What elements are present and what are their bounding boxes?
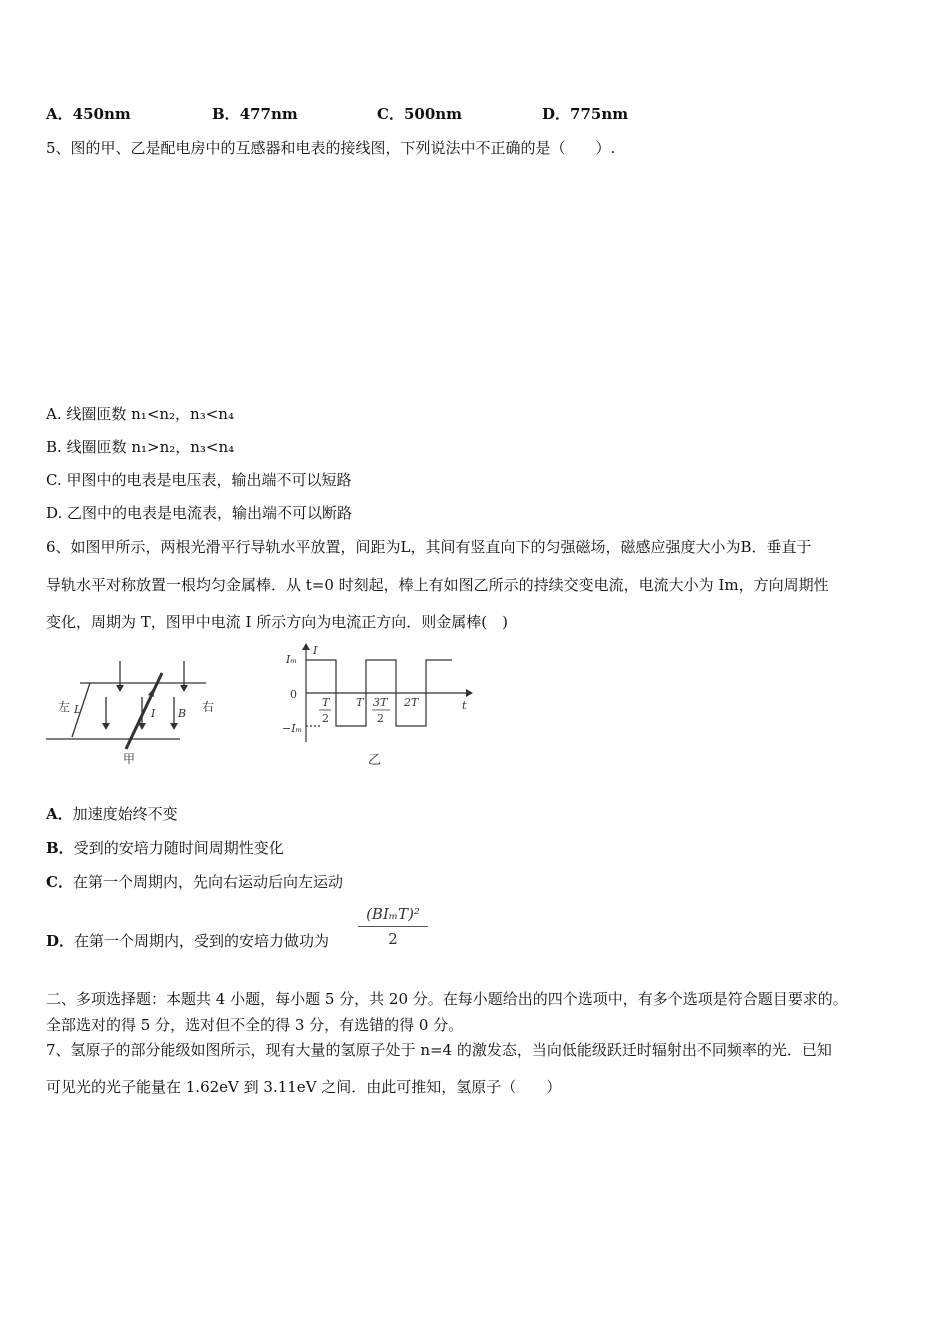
- q5-stem: 5、图的甲、乙是配电房中的互感器和电表的接线图，下列说法中不正确的是（ ）.: [46, 139, 616, 157]
- formula-denominator: 2: [388, 930, 398, 948]
- yi-3T-den: 2: [377, 712, 384, 725]
- yi-3T-num: 3T: [373, 696, 388, 709]
- q6-option-b: B．受到的安培力随时间周期性变化: [46, 839, 284, 857]
- q6-stem-line-3: 变化，周期为 T，图甲中电流 I 所示方向为电流正方向．则金属棒( ): [46, 613, 508, 631]
- section2-line-2: 全部选对的得 5 分，选对但不全的得 3 分，有选错的得 0 分。: [46, 1016, 464, 1034]
- jia-L-label: L: [74, 703, 82, 716]
- q5-option-d: D. 乙图中的电表是电流表，输出端不可以断路: [46, 504, 353, 522]
- jia-I-label: I: [151, 707, 156, 720]
- yi-zero-label: 0: [290, 688, 297, 701]
- jia-right-label: 右: [202, 700, 215, 714]
- jia-left-label: 左: [58, 700, 71, 714]
- section2-line-1: 二、多项选择题：本题共 4 小题，每小题 5 分，共 20 分。在每小题给出的四个选项中，有多个选项是符合题目要求的。: [46, 990, 848, 1008]
- yi-half-T-den: 2: [322, 712, 329, 725]
- yi-neg-Im-label: −Iₘ: [282, 722, 303, 735]
- yi-half-T-num: T: [322, 696, 330, 709]
- q5-option-a: A. 线圈匝数 n₁<n₂，n₃<n₄: [46, 405, 234, 423]
- yi-Im-label: Iₘ: [286, 653, 298, 666]
- q6-option-c: C．在第一个周期内，先向右运动后向左运动: [46, 873, 343, 891]
- q5-option-c: C. 甲图中的电表是电压表，输出端不可以短路: [46, 471, 352, 489]
- q6-option-d: D．在第一个周期内，受到的安培力做功为: [46, 932, 330, 950]
- q6-stem-line-2: 导轨水平对称放置一根均匀金属棒．从 t=0 时刻起，棒上有如图乙所示的持续交变电流，电流大小为 Im，方向周期性: [46, 576, 829, 594]
- yi-caption: 乙: [368, 753, 382, 768]
- yi-2T-label: 2T: [404, 696, 419, 709]
- figure-yi: [280, 642, 480, 772]
- q7-stem-line-2: 可见光的光子能量在 1.62eV 到 3.11eV 之间．由此可推知，氢原子（ ）: [46, 1078, 562, 1096]
- yi-t-label: t: [462, 699, 467, 712]
- formula-numerator: (BIₘT)²: [358, 905, 428, 927]
- q6-stem-line-1: 6、如图甲所示，两根光滑平行导轨水平放置，间距为L，其间有竖直向下的匀强磁场，磁感应强度大小为B．垂直于: [46, 538, 812, 556]
- q4-option-a: A．450nm: [46, 105, 131, 123]
- jia-caption: 甲: [123, 752, 136, 766]
- jia-B-label: B: [178, 707, 187, 720]
- yi-I-label: I: [313, 644, 318, 657]
- yi-T-label: T: [356, 696, 364, 709]
- q4-option-c: C．500nm: [377, 105, 463, 123]
- q4-options-row: [46, 103, 746, 123]
- q4-option-d: D．775nm: [542, 105, 629, 123]
- q6-work-formula: [358, 905, 428, 948]
- figure-jia: [44, 655, 224, 770]
- q7-stem-line-1: 7、氢原子的部分能级如图所示，现有大量的氢原子处于 n=4 的激发态，当向低能级跃迁时辐射出不同频率的光．已知: [46, 1041, 832, 1059]
- q5-option-b: B. 线圈匝数 n₁>n₂，n₃<n₄: [46, 438, 235, 456]
- q4-option-b: B．477nm: [212, 105, 298, 123]
- q6-option-a: A．加速度始终不变: [46, 805, 178, 823]
